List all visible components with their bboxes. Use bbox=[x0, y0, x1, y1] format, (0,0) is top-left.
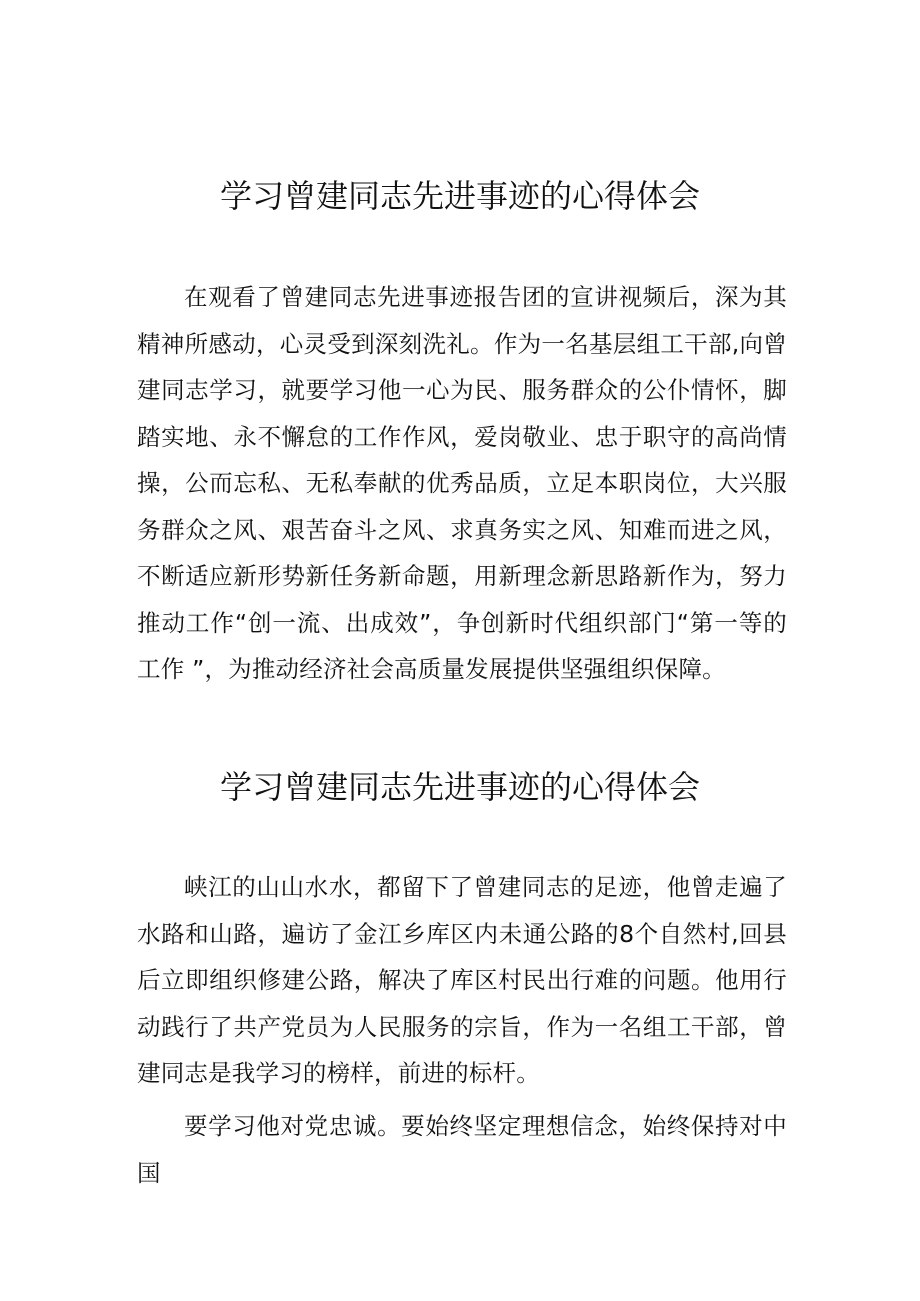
article-paragraph: 峡江的山山水水，都留下了曾建同志的足迹，他曾走遍了水路和山路，遍访了金江乡库区内未通公路的8个自然村,回县后立即组织修建公路，解决了库区村民出行难的问题。他用行动践行了共产党员为人民服务的宗旨，作为一名组工干部，曾建同志是我学习的榜样，前进的标杆。 bbox=[137, 873, 787, 1087]
article-title: 学习曾建同志先进事迹的心得体会 bbox=[219, 768, 700, 806]
article-title: 学习曾建同志先进事迹的心得体会 bbox=[219, 177, 700, 215]
article-paragraph: 要学习他对党忠诚。要始终坚定理想信念，始终保持对中国 bbox=[137, 1112, 787, 1187]
article-paragraph: 在观看了曾建同志先进事迹报告团的宣讲视频后，深为其精神所感动，心灵受到深刻洗礼。作为一名基层组工干部,向曾建同志学习，就要学习他一心为民、服务群众的公仆情怀，脚踏实地、永不懈怠的工作作风，爱岗敬业、忠于职守的高尚情操，公而忘私、无私奉献的优秀品质，立足本职岗位，大兴服务群众之风、艰苦奋斗之风、求真务实之风、知难而进之风，不断适应新形势新任务新命题，用新理念新思路新作为，努力推动工作“创一流、出成效”，争创新时代组织部门“第一等的工作 ”，为推动经济社会高质量发展提供坚强组织保障。 bbox=[137, 283, 787, 683]
